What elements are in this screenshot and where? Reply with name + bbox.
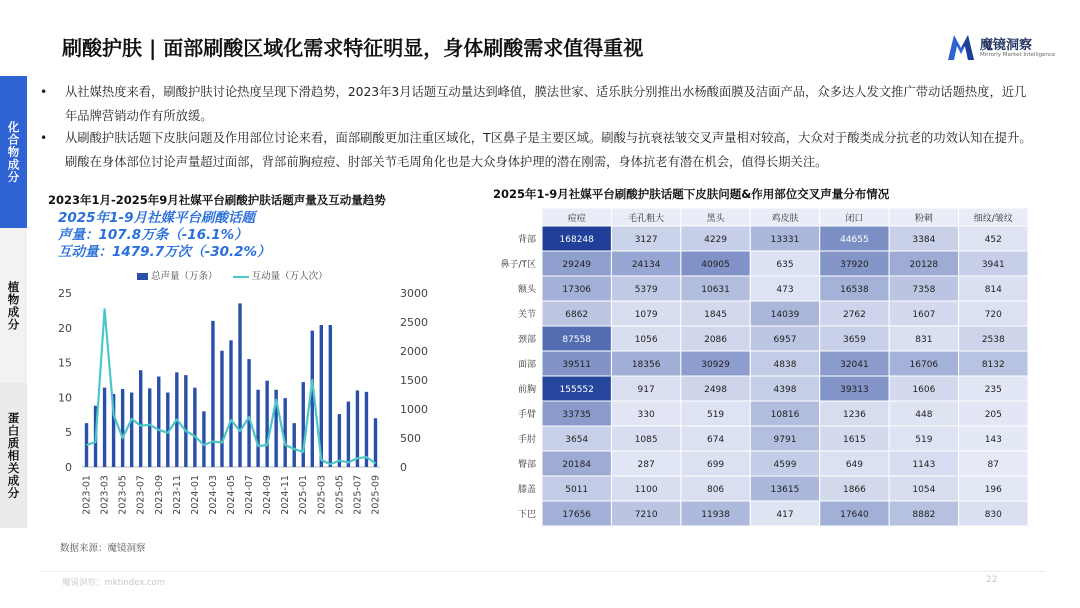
heatmap-cell-value: 2086 [704,335,728,345]
heatmap-cell-value: 17306 [562,285,592,295]
heatmap-cell-value: 40905 [701,260,730,270]
heatmap-cell-value: 39511 [562,360,592,370]
heatmap-cell-value: 17656 [562,510,592,520]
heatmap-cell-value: 1845 [704,310,728,320]
heatmap-cell-value: 1606 [912,385,936,395]
heatmap-cell-value: 3654 [565,435,589,445]
heatmap-cell-value: 814 [984,285,1002,295]
summary-heading: 2025年1-9月社媒平台刷酸话题 [58,210,255,226]
heatmap-cell-value: 720 [984,310,1002,320]
logo-name: 魔镜洞察 [980,38,1033,53]
volume-bar [365,392,368,467]
x-tick-label: 2024-11 [280,475,292,515]
y-right-tick-label: 1000 [400,403,428,416]
volume-bar [374,418,377,467]
heatmap-cell-value: 168248 [559,235,594,245]
x-tick-label: 2025-09 [370,475,382,515]
heatmap-cell-value: 4398 [773,385,797,395]
heatmap-cell-value: 2762 [842,310,866,320]
y-right-tick-label: 500 [400,432,421,445]
heatmap-cell-value: 8132 [981,360,1005,370]
heatmap-cell-value: 674 [706,435,725,445]
heatmap-cell-value: 20128 [909,260,939,270]
heatmap-cell-value: 87 [987,460,1000,470]
page-number: 22 [986,575,998,585]
volume-bar [293,423,296,467]
legend-bar-label: 总声量（万条） [151,271,218,282]
heatmap-cell-value: 1079 [634,310,658,320]
heatmap-cell-value: 235 [984,385,1002,395]
heatmap-cell-value: 6862 [565,310,589,320]
x-tick-label: 2023-07 [135,475,147,515]
heatmap-cell-value: 16538 [840,285,869,295]
column-header-label: 闭口 [845,214,864,224]
x-tick-label: 2023-03 [99,475,111,515]
heatmap-cell-value: 287 [637,460,655,470]
row-header-label: 手臂 [517,410,536,420]
heatmap-cell-value: 3941 [981,260,1005,270]
x-tick-label: 2025-07 [352,475,364,515]
bullet-text: 从社媒热度来看，刷酸护肤讨论热度呈现下滑趋势，2023年3月话题互动量达到峰值，膜法世家、适乐肤分别推出水杨酸面膜及洁面产品，众多达人发文推广带动话题热度，近几年品牌营销动作有所放缓。 [65,85,1027,123]
row-header-label: 臀部 [517,460,536,470]
y-right-tick-label: 1500 [400,374,428,387]
x-tick-label: 2023-11 [171,475,183,515]
y-right-tick-label: 0 [400,461,407,474]
tab-plant-ingredients[interactable]: 植物成分 [0,228,27,383]
heatmap-cell-value: 9791 [773,435,797,445]
heatmap-cell-value: 44655 [840,235,869,245]
volume-bar [184,375,187,467]
heatmap-cell-value: 18356 [631,360,661,370]
volume-bar [247,359,250,467]
heatmap-cell-value: 5379 [634,285,658,295]
heatmap-cell-value: 6957 [773,335,797,345]
bullet-text: 从刷酸护肤话题下皮肤问题及作用部位讨论来看，面部刷酸更加注重区域化，T区鼻子是主要区域。刷酸与抗衰祛皱交叉声量相对较高，大众对于酸类成分抗老的功效认知在提升。刷酸在身体部位讨论声量超过面部，背部前胸痘痘、肘部关节毛周角化也是大众身体护理的潜在刚需，身体抗老有潜在机会，值得长期关注。 [65,131,1032,169]
volume-bar [256,390,259,467]
bullet-dot: • [40,131,48,145]
heatmap-cell-value: 13615 [770,485,800,495]
bullet-dot: • [40,85,48,99]
data-source-note: 数据来源：魔镜洞察 [60,543,146,554]
y-left-tick-label: 25 [58,287,72,300]
brand-logo [946,30,1056,70]
heatmap-cell-value: 452 [984,235,1002,245]
heatmap-cell-value: 1100 [634,485,658,495]
chart-legend [137,268,328,282]
legend-line-swatch [233,276,249,278]
heatmap-cell-value: 37920 [840,260,869,270]
volume-bar [211,321,214,467]
heatmap-cell-value: 4599 [773,460,797,470]
column-header-label: 鸡皮肤 [771,214,799,224]
mirror-m-logo-icon [946,32,976,62]
volume-trend-chart [40,255,440,545]
column-header-label: 毛孔粗大 [628,214,665,224]
heatmap-cell-value: 17640 [840,510,869,520]
heatmap-cell-value: 473 [776,285,794,295]
heatmap-cell-value: 1056 [634,335,658,345]
row-header-label: 下巴 [517,510,536,520]
y-left-tick-label: 5 [65,426,72,440]
row-header-label: 面部 [517,360,536,370]
heatmap-cell-value: 519 [706,410,725,420]
footer-text: 魔镜洞察：mktindex.com [62,578,166,588]
row-header-label: 关节 [517,310,536,320]
x-tick-label: 2024-03 [207,475,219,515]
heatmap-cell-value: 806 [706,485,725,495]
heatmap-cell-value: 1615 [842,435,866,445]
page-title: 刷酸护肤 | 面部刷酸区域化需求特征明显，身体刷酸需求值得重视 [62,36,644,60]
heatmap-cell-value: 143 [984,435,1002,445]
heatmap-cell-value: 30929 [701,360,730,370]
volume-bar [103,388,106,467]
x-tick-label: 2024-05 [226,475,237,515]
heatmap-cell-value: 917 [637,385,655,395]
heatmap-cell-value: 1054 [912,485,936,495]
volume-bar [238,303,241,467]
y-right-tick-label: 2000 [400,345,428,358]
row-header-label: 手肘 [517,435,536,445]
volume-bar [148,388,151,467]
y-left-tick-label: 20 [58,321,72,335]
heatmap-cell-value: 20184 [562,460,592,470]
volume-bar [130,393,133,467]
heatmap-cell-value: 448 [915,410,933,420]
heatmap-cell-value: 2538 [981,335,1005,345]
volume-bar [121,389,124,467]
heatmap-cell-value: 3127 [634,235,658,245]
heatmap-cell-value: 1143 [912,460,936,470]
x-tick-label: 2025-01 [298,475,310,515]
cross-volume-heatmap [492,208,1028,526]
heatmap-cell-value: 5011 [565,485,589,495]
y-left-tick-label: 10 [58,391,72,405]
y-right-tick-label: 3000 [400,287,428,300]
volume-bar [229,340,232,467]
heatmap-cell-value: 3384 [912,235,936,245]
heatmap-cell-value: 10631 [701,285,730,295]
heatmap-cell-value: 196 [984,485,1002,495]
volume-bar [202,411,205,467]
summary-volume: 声量：107.8万条（-16.1%） [58,227,248,243]
heatmap-cell-value: 33735 [562,410,592,420]
heatmap-cell-value: 155552 [559,385,594,395]
volume-bar [265,381,268,467]
volume-bar [302,382,305,467]
logo-subtitle: Mirrorly Market Intelligence [980,52,1056,58]
legend-line-label: 互动量（万人次） [251,271,328,282]
heatmap-cell-value: 14039 [770,310,800,320]
heatmap-cell-value: 2498 [704,385,728,395]
volume-bar [329,325,332,467]
heatmap-cell-value: 699 [706,460,725,470]
x-tick-label: 2024-01 [189,475,201,515]
heatmap-cell-value: 519 [915,435,933,445]
heatmap-cell-value: 205 [984,410,1002,420]
x-tick-label: 2023-01 [81,475,93,515]
row-header-label: 前胸 [517,385,536,395]
right-chart-title: 2025年1-9月社媒平台刷酸护肤话题下皮肤问题&作用部位交叉声量分布情况 [493,187,890,201]
x-tick-label: 2024-09 [262,475,274,515]
volume-bar [347,402,350,467]
heatmap-cell-value: 10816 [770,410,800,420]
heatmap-cell-value: 16706 [909,360,939,370]
tab-protein-ingredients[interactable]: 蛋白质相关成分 [0,383,27,528]
bullet-item [40,126,1035,174]
volume-bar [356,390,359,467]
heatmap-cell-value: 8882 [912,510,936,520]
volume-bar [193,388,196,467]
heatmap-cell-value: 1236 [842,410,866,420]
summary-engagement: 互动量：1479.7万次（-30.2%） [58,244,271,260]
left-chart-title: 2023年1月-2025年9月社媒平台刷酸护肤话题声量及互动量趋势 [48,193,386,207]
heatmap-cell-value: 29249 [562,260,592,270]
heatmap-cell-value: 830 [984,510,1002,520]
heatmap-cell-value: 87558 [562,335,592,345]
heatmap-cell-value: 1607 [912,310,936,320]
volume-bar [220,351,223,467]
column-header-label: 痘痘 [567,214,586,224]
heatmap-cell-value: 635 [776,260,794,270]
volume-bar [283,398,286,467]
y-left-tick-label: 0 [65,461,72,474]
heatmap-cell-value: 1866 [842,485,866,495]
x-tick-label: 2025-05 [334,475,346,515]
row-header-label: 颈部 [517,335,536,345]
heatmap-cell-value: 417 [776,510,794,520]
column-header-label: 黑头 [706,214,725,224]
heatmap-cell-value: 7210 [634,510,658,520]
volume-bar [338,414,341,467]
column-header-label: 粉刺 [914,214,933,224]
tab-compound-ingredients[interactable]: 化合物成分 [0,76,27,228]
row-header-label: 背部 [517,235,536,245]
bullet-item [40,80,1035,128]
heatmap-cell-value: 330 [637,410,655,420]
row-header-label: 鼻子/T区 [500,260,536,270]
volume-bar [139,370,142,467]
heatmap-cell-value: 4838 [773,360,797,370]
heatmap-cell-value: 831 [915,335,933,345]
x-tick-label: 2025-03 [316,475,328,515]
heatmap-cell-value: 11938 [701,510,730,520]
x-tick-label: 2023-05 [117,475,129,515]
heatmap-cell-value: 1085 [634,435,658,445]
legend-bar-swatch [137,273,148,280]
heatmap-cell-value: 13331 [770,235,800,245]
volume-bar [157,377,160,467]
heatmap-cell-value: 24134 [631,260,661,270]
x-tick-label: 2023-09 [153,475,165,515]
heatmap-cell-value: 39313 [840,385,869,395]
heatmap-cell-value: 7358 [912,285,936,295]
footer-divider [40,571,1045,572]
y-right-tick-label: 2500 [400,316,428,329]
column-header-label: 细纹/皱纹 [973,214,1013,224]
row-header-label: 膝盖 [517,485,536,495]
heatmap-cell-value: 32041 [840,360,869,370]
heatmap-cell-value: 3659 [842,335,866,345]
heatmap-cell-value: 4229 [704,235,728,245]
heatmap-cell-value: 649 [845,460,864,470]
x-tick-label: 2024-07 [244,475,256,515]
row-header-label: 额头 [517,285,536,295]
summary-callout [58,210,271,261]
y-left-tick-label: 15 [58,356,72,370]
